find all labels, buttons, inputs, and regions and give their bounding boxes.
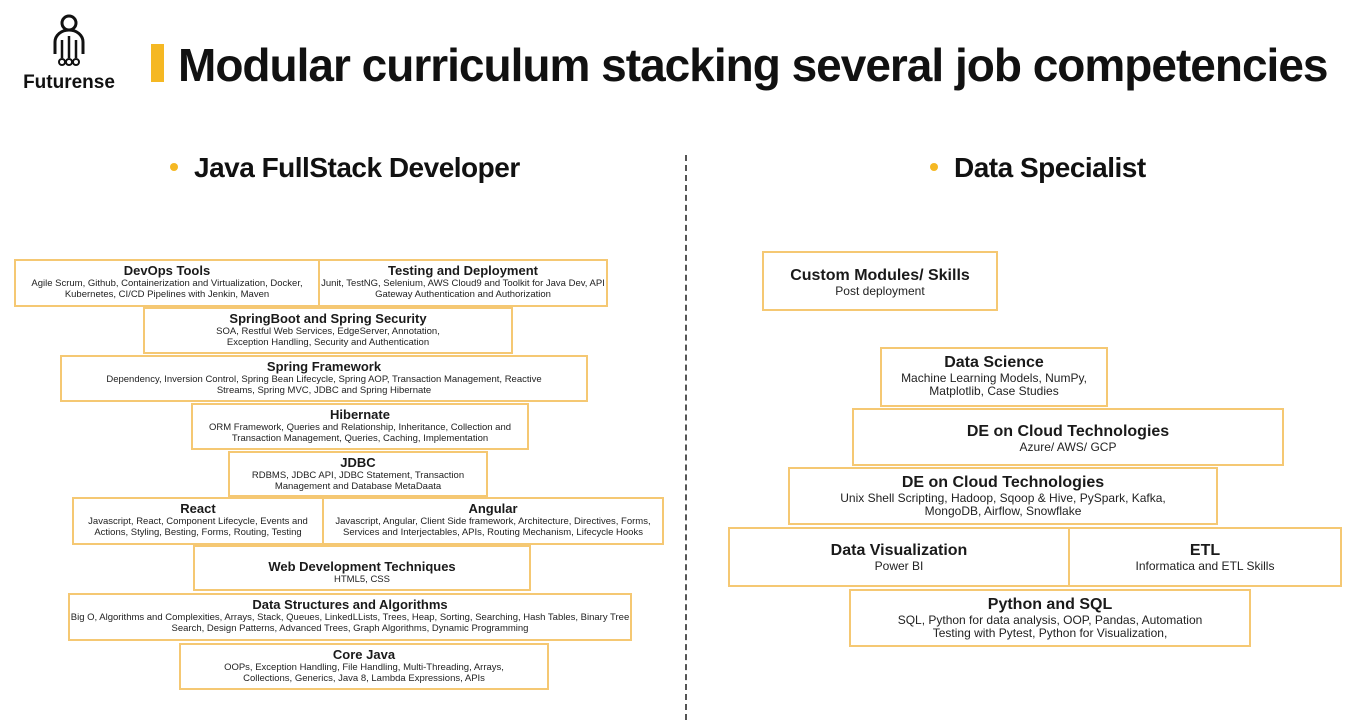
module-python-sql: Python and SQL SQL, Python for data analysis, OOP, Pandas, Automation Testing with Pytest, Python for Visualization, [849,589,1251,647]
module-spring-framework: Spring Framework Dependency, Inversion Control, Spring Bean Lifecycle, Spring AOP, Transaction Management, Reactive Streams, Spring MVC, JDBC and Spring Hibernate [60,355,588,402]
module-etl: ETL Informatica and ETL Skills [1068,527,1342,587]
module-de-cloud-unix: DE on Cloud Technologies Unix Shell Scripting, Hadoop, Sqoop & Hive, PySpark, Kafka, MongoDB, Airflow, Snowflake [788,467,1218,525]
module-data-structures: Data Structures and Algorithms Big O, Algorithms and Complexities, Arrays, Stack, Queues, LinkedLLists, Trees, Heap, Sorting, Searching, Hash Tables, Binary Tree Search, Design Patterns, Advanced Trees, Graph Algorithms, Dynamic Programming [68,593,632,641]
module-angular: Angular Javascript, Angular, Client Side framework, Architecture, Directives, Forms, Services and Interjectables, APIs, Routing Mechanism, Lifecycle Hooks [322,497,664,545]
module-react: React Javascript, React, Component Lifecycle, Events and Actions, Styling, Besting, Forms, Routing, Testing [72,497,324,545]
circuit-person-icon [49,14,89,68]
bullet-dot-icon [170,163,178,171]
bullet-dot-icon [930,163,938,171]
module-devops-tools: DevOps Tools Agile Scrum, Github, Containerization and Virtualization, Docker, Kubernetes, CI/CD Pipelines with Jenkin, Maven [14,259,320,307]
module-data-visualization: Data Visualization Power BI [728,527,1070,587]
module-web-development: Web Development Techniques HTML5, CSS [193,545,531,591]
module-jdbc: JDBC RDBMS, JDBC API, JDBC Statement, Transaction Management and Database MetaDaata [228,451,488,497]
right-section-heading: Data Specialist [930,152,1146,184]
left-section-heading: Java FullStack Developer [170,152,520,184]
module-data-science: Data Science Machine Learning Models, NumPy, Matplotlib, Case Studies [880,347,1108,407]
module-custom-modules: Custom Modules/ Skills Post deployment [762,251,998,311]
module-testing-deployment: Testing and Deployment Junit, TestNG, Selenium, AWS Cloud9 and Toolkit for Java Dev, API Gateway Authentication and Authorization [318,259,608,307]
module-hibernate: Hibernate ORM Framework, Queries and Relationship, Inheritance, Collection and Transaction Management, Queries, Caching, Implementation [191,403,529,450]
page-title: Modular curriculum stacking several job competencies [178,39,1328,91]
module-core-java: Core Java OOPs, Exception Handling, File Handling, Multi-Threading, Arrays, Collections, Generics, Java 8, Lambda Expressions, APIs [179,643,549,690]
column-divider [685,155,687,720]
module-springboot-security: SpringBoot and Spring Security SOA, Restful Web Services, EdgeServer, Annotation, Exception Handling, Security and Authentication [143,307,513,354]
module-de-cloud-azure: DE on Cloud Technologies Azure/ AWS/ GCP [852,408,1284,466]
logo-text: Futurense [23,72,115,93]
futurense-logo [14,14,124,98]
title-accent-bar [151,44,164,82]
